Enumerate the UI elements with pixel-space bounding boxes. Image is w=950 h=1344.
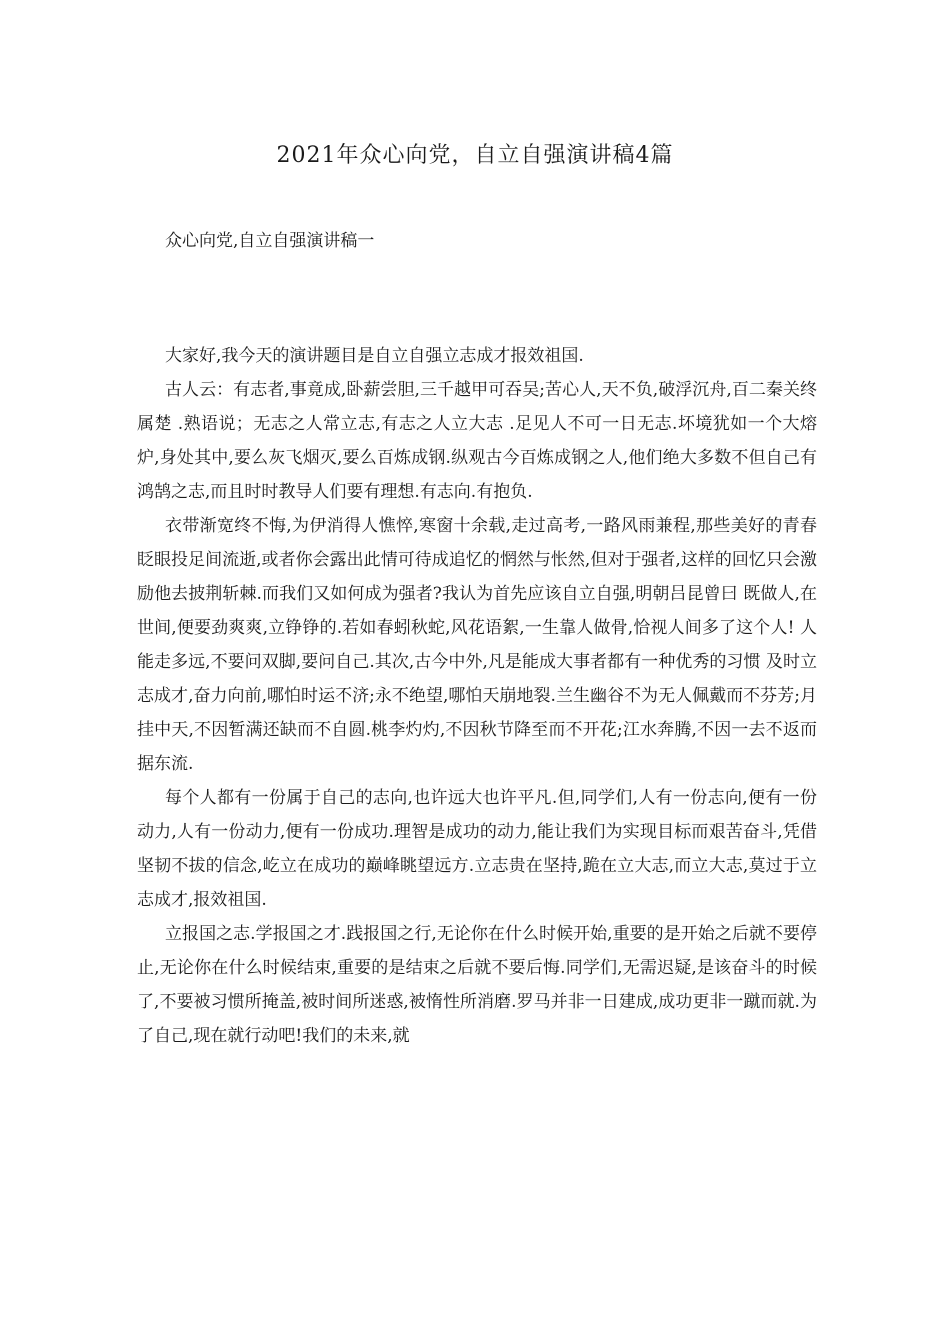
paragraph-ambition: 古人云：有志者,事竟成,卧薪尝胆,三千越甲可吞吴;苦心人,天不负,破浮沉舟,百二秦关终属楚 .熟语说；无志之人常立志,有志之人立大志 .足见人不可一日无志.坏境犹如一个大熔炉,身处其中,要么灰飞烟灭,要么百炼成钢.纵观古今百炼成钢之人,他们绝大多数不但自己有鸿鹄之志,而且时时教导人们要有理想.有志向.有抱负. — [137, 380, 817, 502]
paragraph-self-reliance: 衣带渐宽终不悔,为伊消得人憔悴,寒窗十余载,走过高考,一路风雨兼程,那些美好的青春眨眼投足间流逝,或者你会露出此情可待成追忆的惘然与怅然,但对于强者,这样的回忆只会激励他去披荆斩棘.而我们又如何成为强者?我认为首先应该自立自强,明朝吕昆曾曰 既做人,在世间,便要劲爽爽,立铮铮的.若如春蚓秋蛇,风花语絮,一生靠人做骨,恰视人间多了这个人! 人能走多远,不要问双脚,要问自己.其次,古今中外,凡是能成大事者都有一种优秀的习惯 及时立志成才,奋力向前,哪怕时运不济;永不绝望,哪怕天崩地裂.兰生幽谷不为无人佩戴而不芬芳;月挂中天,不因暂满还缺而不自圆.桃李灼灼,不因秋节降至而不开花;江水奔腾,不因一去不返而据东流. — [137, 516, 817, 774]
paragraph-greeting: 大家好,我今天的演讲题目是自立自强立志成才报效祖国. — [165, 346, 584, 366]
paragraph-aspiration: 每个人都有一份属于自己的志向,也许远大也许平凡.但,同学们,人有一份志向,便有一份动力,人有一份动力,便有一份成功.理智是成功的动力,能让我们为实现目标而艰苦奋斗,凭借坚韧不拔的信念,屹立在成功的巅峰眺望远方.立志贵在坚持,跪在立大志,而立大志,莫过于立志成才,报效祖国. — [137, 788, 817, 910]
section-heading: 众心向党,自立自强演讲稿一 — [165, 231, 375, 251]
document-body — [137, 339, 817, 1053]
paragraph-action: 立报国之志.学报国之才.践报国之行,无论你在什么时候开始,重要的是开始之后就不要停止,无论你在什么时候结束,重要的是结束之后就不要后悔.同学们,无需迟疑,是该奋斗的时候了,不要被习惯所掩盖,被时间所迷惑,被惰性所消磨.罗马并非一日建成,成功更非一蹴而就.为了自己,现在就行动吧!我们的未来,就 — [137, 924, 817, 1046]
document-title: 2021年众心向党，自立自强演讲稿4篇 — [276, 143, 674, 168]
